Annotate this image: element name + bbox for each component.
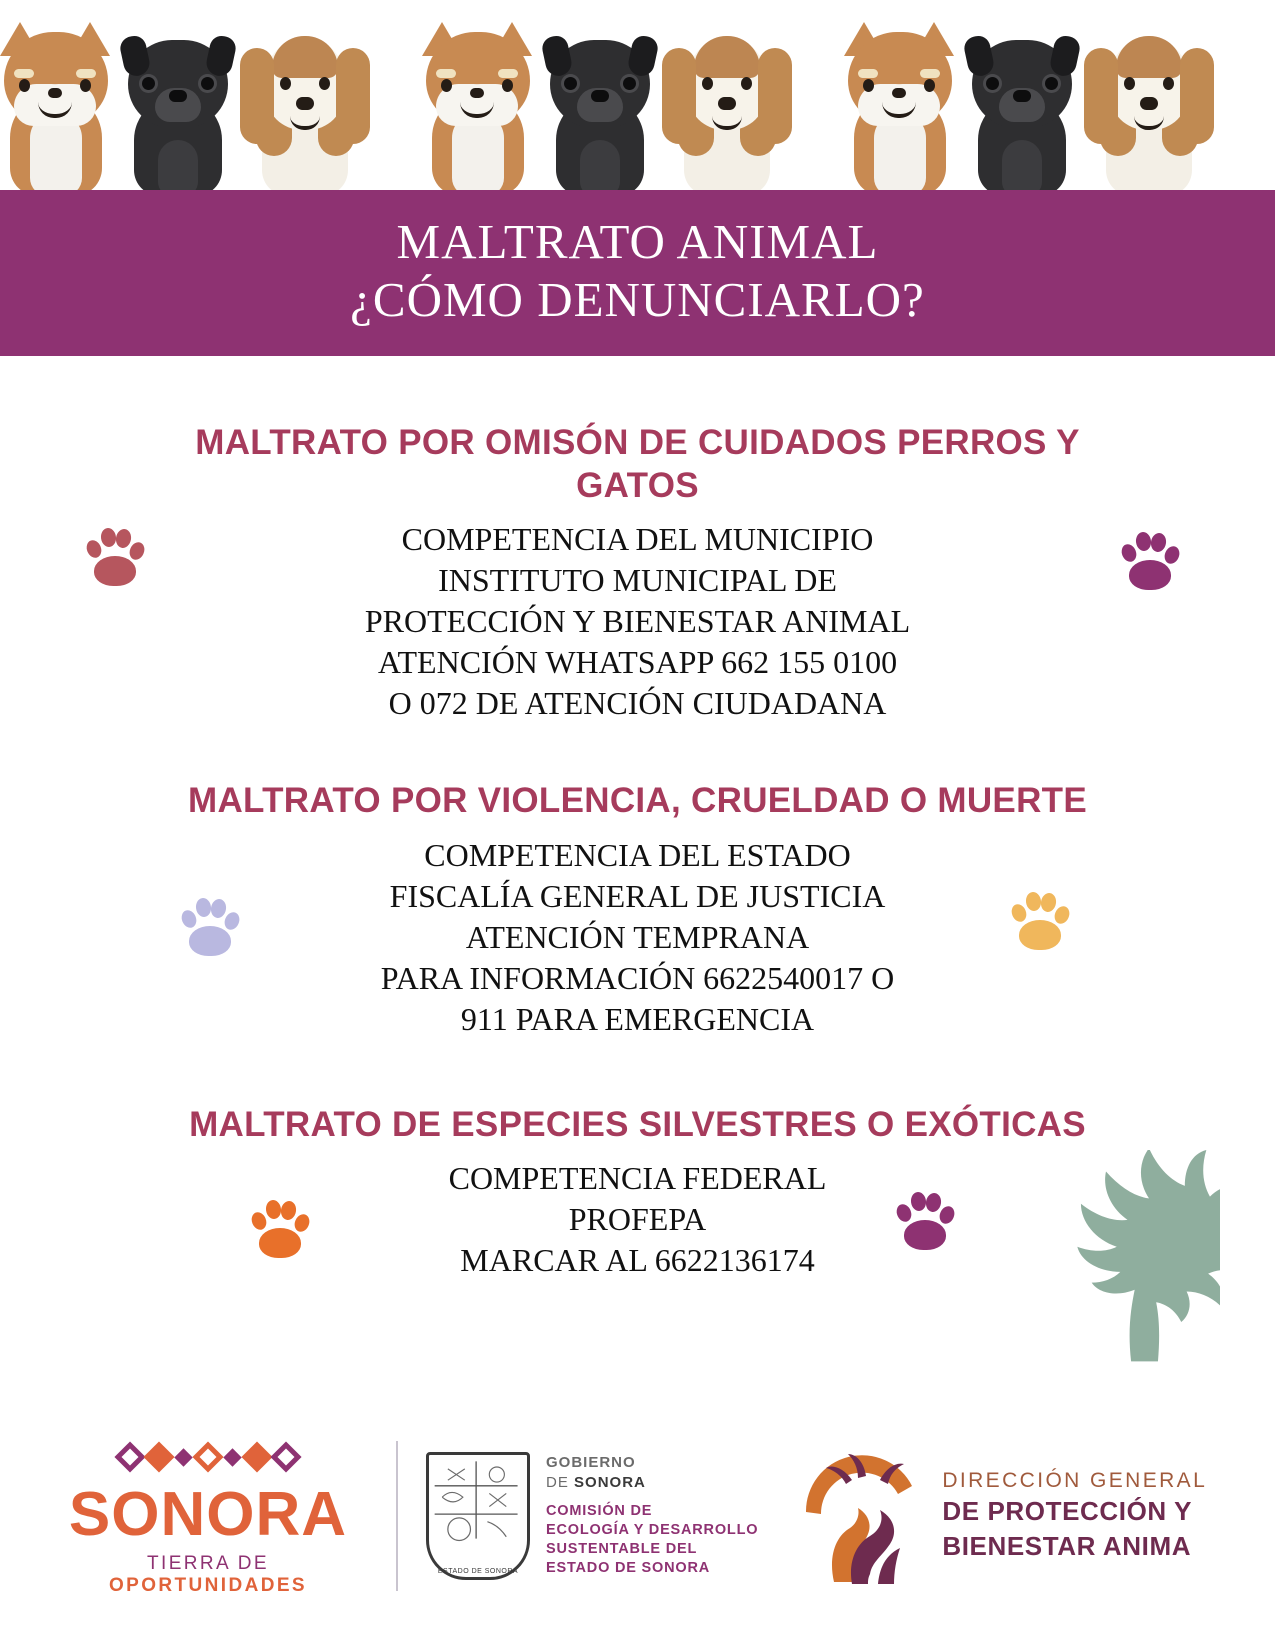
leaf-icon [1035, 1150, 1220, 1365]
pug-dog-illustration [542, 20, 658, 196]
section-title: MALTRATO POR VIOLENCIA, CRUELDAD O MUERTE [188, 781, 1087, 821]
beagle-dog-illustration [240, 14, 370, 196]
section-body-line: COMPETENCIA FEDERAL [448, 1160, 827, 1197]
gobierno-line-2-bold: SONORA [574, 1473, 646, 1491]
direccion-line-1: DIRECCIÓN GENERAL [942, 1468, 1208, 1492]
section-body-line: 911 PARA EMERGENCIA [460, 1000, 815, 1037]
comision-line-4: ESTADO DE SONORA [546, 1559, 710, 1576]
shiba-dog-illustration [836, 16, 962, 196]
poster-footer [0, 1423, 1275, 1608]
sonora-logo [48, 1434, 368, 1597]
shiba-dog-illustration [414, 16, 540, 196]
section-body-line: COMPETENCIA DEL ESTADO [424, 836, 851, 873]
coat-of-arms-label: ESTADO DE SONORA [437, 1567, 519, 1575]
beagle-dog-illustration [662, 14, 792, 196]
animal-protection-mark-icon [794, 1446, 924, 1586]
direccion-general-logo [794, 1446, 1207, 1586]
section-title: MALTRATO DE ESPECIES SILVESTRES O EXÓTICAS [189, 1104, 1086, 1144]
comision-line-1: COMISIÓN DE [546, 1502, 653, 1519]
direccion-line-3: BIENESTAR ANIMA [942, 1530, 1192, 1561]
pug-dog-illustration [120, 20, 236, 196]
beagle-dog-illustration [1084, 14, 1214, 196]
poster-title-banner [0, 190, 1275, 356]
section-body-line: PROFEPA [568, 1201, 707, 1238]
section-body-line: FISCALÍA GENERAL DE JUSTICIA [389, 877, 886, 914]
poster-content [0, 356, 1275, 1281]
section-body [188, 519, 1088, 724]
section-body-line: PARA INFORMACIÓN 6622540017 O [380, 959, 895, 996]
section-title: MALTRATO POR OMISÓN DE CUIDADOS PERROS Y GATOS [195, 423, 1080, 505]
section-body-line: ATENCIÓN WHATSAPP 662 155 0100 [377, 644, 898, 681]
section-body-line: MARCAR AL 6622136174 [460, 1242, 815, 1279]
section-body-line: O 072 DE ATENCIÓN CIUDADANA [388, 685, 887, 722]
dog-illustration-band [0, 0, 1275, 196]
sonora-tagline-bold: OPORTUNIDADES [109, 1575, 307, 1596]
gobierno-de-sonora-logo [426, 1452, 758, 1580]
gobierno-line-2 [546, 1473, 758, 1493]
gobierno-line-1: GOBIERNO [546, 1453, 636, 1471]
section-body [188, 835, 1088, 1040]
gobierno-text-block [546, 1453, 758, 1578]
section-body-line: INSTITUTO MUNICIPAL DE [438, 562, 837, 599]
comision-line-2: ECOLOGÍA Y DESARROLLO [546, 1521, 759, 1538]
section-body [188, 1158, 1088, 1281]
pug-dog-illustration [964, 20, 1080, 196]
comision-line-3: SUSTENTABLE DEL [546, 1540, 698, 1557]
section-body-line: COMPETENCIA DEL MUNICIPIO [401, 521, 874, 558]
sonora-wordmark: SONORA [68, 1480, 348, 1549]
sonora-coat-of-arms-icon [426, 1452, 530, 1580]
direccion-line-2: DE PROTECCIÓN Y [942, 1495, 1193, 1526]
section-violencia-crueldad-muerte [0, 780, 1275, 1039]
sonora-tagline [48, 1553, 368, 1597]
poster-title-line-2: ¿CÓMO DENUNCIARLO? [350, 272, 925, 328]
direccion-text-block [942, 1469, 1207, 1562]
section-body-line: ATENCIÓN TEMPRANA [465, 918, 810, 955]
dog-group [836, 0, 1236, 196]
sonora-pattern-icon [48, 1434, 368, 1480]
sonora-tagline-plain: TIERRA DE [147, 1553, 269, 1574]
gobierno-line-2-plain: DE [546, 1473, 575, 1491]
dog-group [414, 0, 814, 196]
poster-title-line-1: MALTRATO ANIMAL [396, 214, 879, 270]
footer-divider [396, 1441, 398, 1591]
shiba-dog-illustration [0, 16, 118, 196]
section-body-line: PROTECCIÓN Y BIENESTAR ANIMAL [364, 603, 911, 640]
dog-group [0, 0, 392, 196]
section-omision-de-cuidados [0, 422, 1275, 724]
